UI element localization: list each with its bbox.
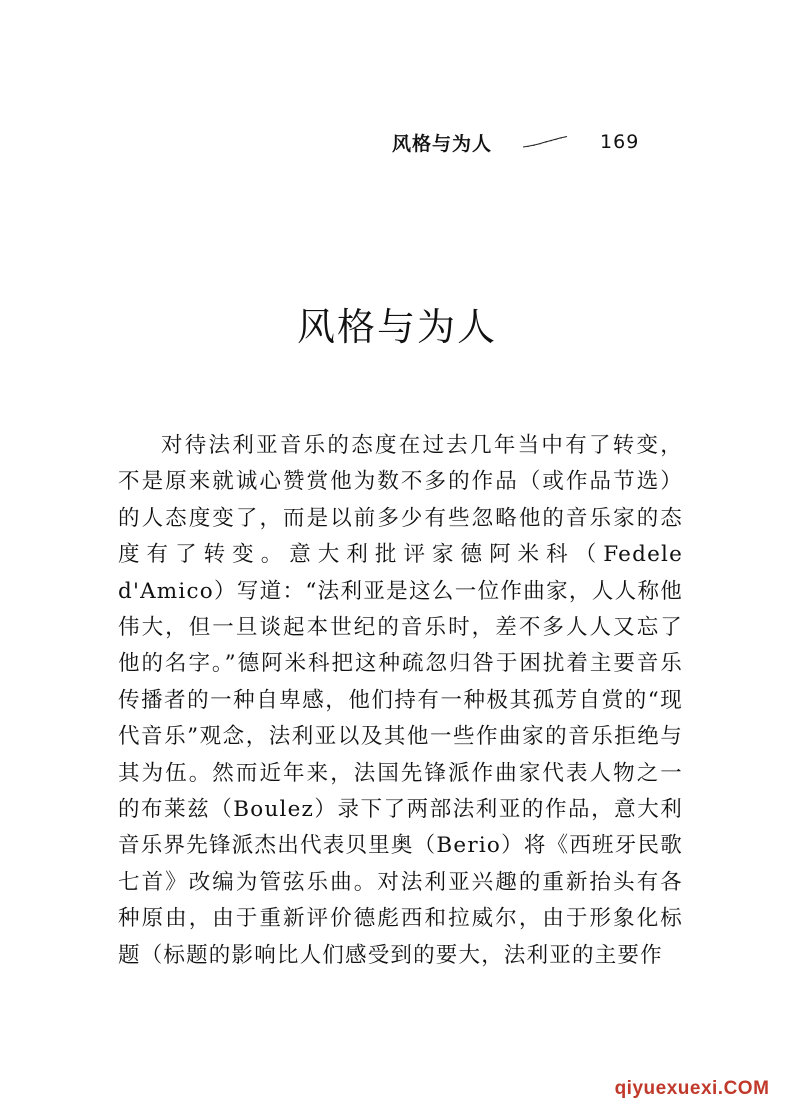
site-watermark: qiyuexuexi.COM [614,1078,770,1099]
flourish-icon [522,135,568,149]
running-head-title: 风格与为人 [392,132,493,155]
page-number: 169 [600,131,640,153]
body-paragraph: 对待法利亚音乐的态度在过去几年当中有了转变，不是原来就诚心赞赏他为数不多的作品（或作品节选）的人态度变了，而是以前多少有些忽略他的音乐家的态度有了转变。意大利批评家德阿米科（Fedele d'Amico）写道：“法利亚是这么一位作曲家，人人称他伟大，但一旦谈起本世纪的音乐时，差不多人人又忘了他的名字。”德阿米科把这种疏忽归咎于困扰着主要音乐传播者的一种自卑感，他们持有一种极其孤芳自赏的“现代音乐”观念，法利亚以及其他一些作曲家的音乐拒绝与其为伍。然而近年来，法国先锋派作曲家代表人物之一的布莱兹（Boulez）录下了两部法利亚的作品，意大利音乐界先锋派杰出代表贝里奥（Berio）将《西班牙民歌七首》改编为管弦乐曲。对法利亚兴趣的重新抬头有各种原由，由于重新评价德彪西和拉威尔，由于形象化标题（标题的影响比人们感受到的要大，法利亚的主要作 [118,433,683,968]
chapter-title: 风格与为人 [296,305,497,349]
running-head [392,128,639,156]
